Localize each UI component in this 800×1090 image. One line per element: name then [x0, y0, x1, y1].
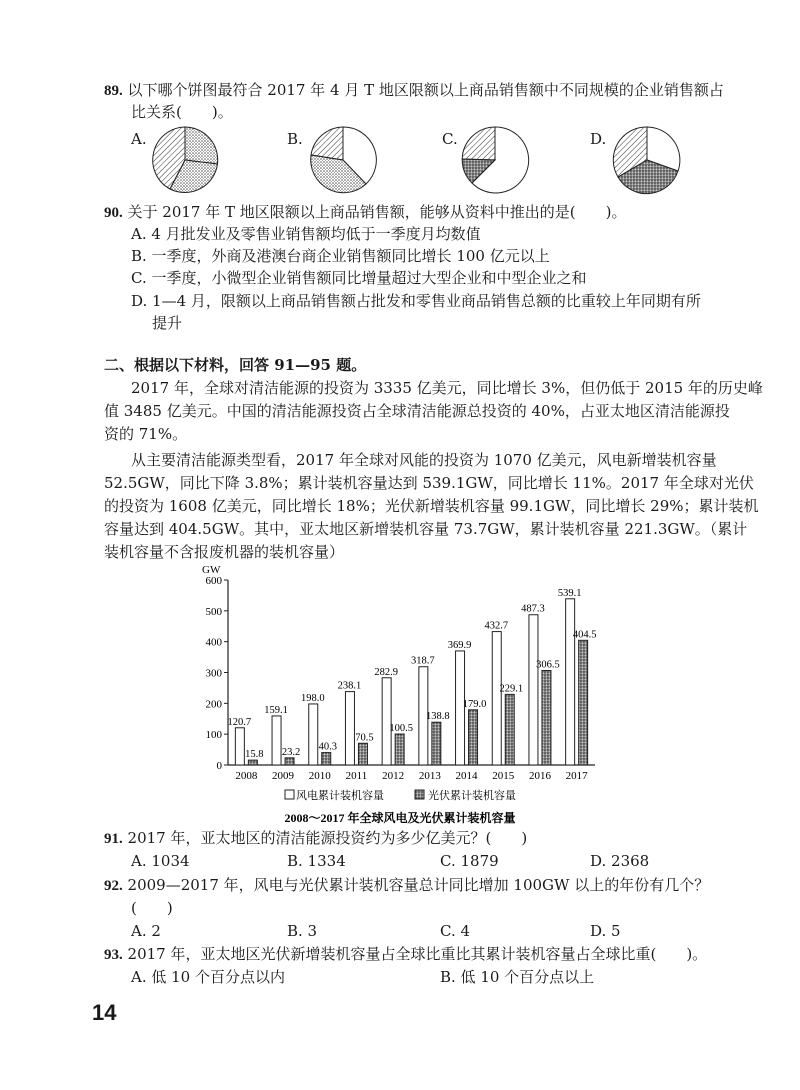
pv-bar: [358, 743, 367, 765]
wind-value-label: 487.3: [521, 603, 545, 615]
wind-value-label: 159.1: [264, 704, 288, 716]
para1-line3: 资的 71%。: [104, 425, 188, 443]
q93-number: 93.: [104, 947, 123, 963]
wind-value-label: 198.0: [300, 692, 325, 704]
pv-bar: [322, 753, 331, 765]
y-tick-label: 100: [205, 729, 222, 742]
pv-bar: [395, 734, 404, 765]
q92-text-cont: ( ): [131, 899, 173, 917]
pv-bar: [469, 710, 478, 765]
wind-bar: [382, 678, 391, 765]
pie-chart-option-b[interactable]: [308, 125, 378, 195]
wind-value-label: 282.9: [374, 666, 398, 678]
y-tick-label: 600: [205, 575, 222, 587]
pv-bar: [432, 722, 441, 765]
x-tick-label: 2011: [345, 770, 368, 782]
q89-text: 以下哪个饼图最符合 2017 年 4 月 T 地区限额以上商品销售额中不同规模的企业销售额占: [127, 81, 724, 99]
pie-chart-option-c[interactable]: [460, 125, 530, 195]
q92-option-c[interactable]: C. 4: [440, 922, 471, 940]
page-number: 14: [92, 1000, 117, 1025]
pv-value-label: 100.5: [389, 723, 413, 735]
y-tick-label: 0: [216, 760, 222, 772]
x-tick-label: 2014: [455, 770, 478, 782]
pv-value-label: 15.8: [245, 749, 264, 761]
pv-bar: [248, 760, 257, 765]
q93-option-a[interactable]: A. 低 10 个百分点以内: [131, 968, 285, 986]
q89-option-d-label[interactable]: D.: [590, 130, 607, 148]
q92-text: 2009—2017 年，风电与光伏累计装机容量总计同比增加 100GW 以上的年份有几个？: [127, 876, 710, 894]
para2-line1: 从主要清洁能源类型看，2017 年全球对风能的投资为 1070 亿美元，风电新增装机容量: [131, 451, 717, 469]
q91-option-a[interactable]: A. 1034: [131, 852, 190, 870]
pv-value-label: 138.8: [426, 711, 450, 723]
x-tick-label: 2008: [235, 770, 258, 782]
x-tick-label: 2013: [418, 770, 441, 782]
para1-line1: 2017 年，全球对清洁能源的投资为 3335 亿美元，同比增长 3%，但仍低于 2015 年的历史峰: [131, 379, 763, 397]
q89-stem-line1: [104, 80, 724, 102]
pv-value-label: 70.5: [355, 732, 374, 744]
q90-option-d[interactable]: D. 1—4 月，限额以上商品销售额占批发和零售业商品销售总额的比重较上年同期有所: [131, 292, 701, 310]
x-tick-label: 2012: [382, 770, 405, 782]
q92-option-a[interactable]: A. 2: [131, 922, 161, 940]
q91-text: 2017 年，亚太地区的清洁能源投资约为多少亿美元？( ): [127, 829, 528, 847]
legend-pv-label: 光伏累计装机容量: [428, 790, 516, 802]
para2-line4: 容量达到 404.5GW。其中，亚太地区新增装机容量 73.7GW，累计装机容量 221.3GW。（累计: [104, 520, 748, 538]
q93-text: 2017 年，亚太地区光伏新增装机容量占全球比重比其累计装机容量占全球比重( )。: [127, 945, 708, 963]
q89-option-b-label[interactable]: B.: [287, 130, 303, 148]
q92-number: 92.: [104, 878, 123, 894]
pv-value-label: 179.0: [462, 698, 487, 710]
q91-option-b[interactable]: B. 1334: [287, 852, 346, 870]
wind-value-label: 120.7: [227, 716, 252, 728]
pv-bar: [579, 640, 588, 765]
q91-option-d[interactable]: D. 2368: [590, 852, 650, 870]
pv-value-label: 23.2: [281, 746, 301, 758]
q92-option-d[interactable]: D. 5: [590, 922, 621, 940]
wind-bar: [492, 632, 501, 765]
q92-stem: [104, 875, 709, 897]
para2-line2: 52.5GW，同比下降 3.8%；累计装机容量达到 539.1GW，同比增长 11%。2017 年全球对光伏: [104, 474, 754, 492]
para2-line5: 装机容量不含报废机器的装机容量）: [104, 543, 345, 561]
x-tick-label: 2010: [308, 770, 331, 782]
para1-line2: 值 3485 亿美元。中国的清洁能源投资占全球清洁能源总投资的 40%，占亚太地区清洁能源投: [104, 402, 730, 420]
q92-option-b[interactable]: B. 3: [287, 922, 318, 940]
q93-option-b[interactable]: B. 低 10 个百分点以上: [440, 968, 595, 986]
q89-option-c-label[interactable]: C.: [442, 130, 458, 148]
q89-number: 89.: [104, 83, 123, 99]
pv-value-label: 40.3: [318, 741, 337, 753]
wind-bar: [345, 692, 354, 765]
wind-value-label: 369.9: [447, 639, 472, 651]
wind-bar: [272, 716, 281, 765]
pv-bar: [542, 670, 551, 765]
q90-option-b[interactable]: B. 一季度，外商及港澳台商企业销售额同比增长 100 亿元以上: [131, 247, 550, 265]
wind-value-label: 539.1: [557, 587, 582, 599]
q90-option-c[interactable]: C. 一季度，小微型企业销售额同比增量超过大型企业和中型企业之和: [131, 269, 587, 287]
wind-bar: [529, 615, 538, 765]
pie-chart-option-d[interactable]: [612, 125, 682, 195]
legend-pv-swatch: [415, 790, 424, 799]
wind-value-label: 432.7: [484, 620, 509, 632]
pv-bar: [505, 694, 514, 765]
wind-bar: [566, 599, 575, 765]
pv-value-label: 306.5: [536, 659, 560, 671]
q91-option-c[interactable]: C. 1879: [440, 852, 499, 870]
y-tick-label: 200: [205, 698, 222, 711]
q89-text-cont: 比关系( )。: [131, 103, 233, 121]
x-tick-label: 2016: [528, 770, 551, 782]
pie-chart-option-a[interactable]: [150, 125, 220, 195]
q90-number: 90.: [104, 205, 123, 221]
bar-chart: [190, 560, 610, 825]
wind-value-label: 238.1: [337, 680, 362, 692]
section-heading: 二、根据以下材料，回答 91—95 题。: [104, 356, 367, 374]
q91-number: 91.: [104, 831, 123, 847]
legend-wind-swatch: [285, 790, 294, 799]
x-tick-label: 2015: [492, 770, 515, 782]
wind-value-label: 318.7: [411, 655, 435, 667]
chart-title: 2008～2017 年全球风电及光伏累计装机容量: [284, 811, 516, 825]
wind-bar: [235, 728, 244, 765]
pv-value-label: 404.5: [572, 629, 597, 641]
y-axis-unit: GW: [202, 564, 221, 576]
q90-text: 关于 2017 年 T 地区限额以上商品销售额，能够从资料中推出的是( )。: [127, 203, 627, 221]
y-tick-label: 500: [205, 605, 222, 618]
q90-option-d-cont: 提升: [152, 314, 183, 332]
para2-line3: 的投资为 1608 亿美元，同比增长 18%；光伏新增装机容量 99.1GW，同比增长 29%；累计装机: [104, 497, 759, 515]
q93-stem: [104, 944, 707, 966]
q90-option-a[interactable]: A. 4 月批发业及零售业销售额均低于一季度月均数值: [131, 225, 481, 243]
y-tick-label: 400: [205, 636, 222, 649]
pv-bar: [285, 758, 294, 765]
pv-value-label: 229.1: [499, 683, 524, 695]
legend-wind-label: 风电累计装机容量: [296, 790, 384, 802]
q90-stem: [104, 202, 627, 224]
x-tick-label: 2017: [565, 770, 588, 782]
y-tick-label: 300: [205, 667, 222, 680]
q89-option-a-label[interactable]: A.: [131, 130, 147, 148]
q91-stem: [104, 828, 527, 850]
x-tick-label: 2009: [272, 770, 295, 782]
wind-bar: [309, 704, 318, 765]
